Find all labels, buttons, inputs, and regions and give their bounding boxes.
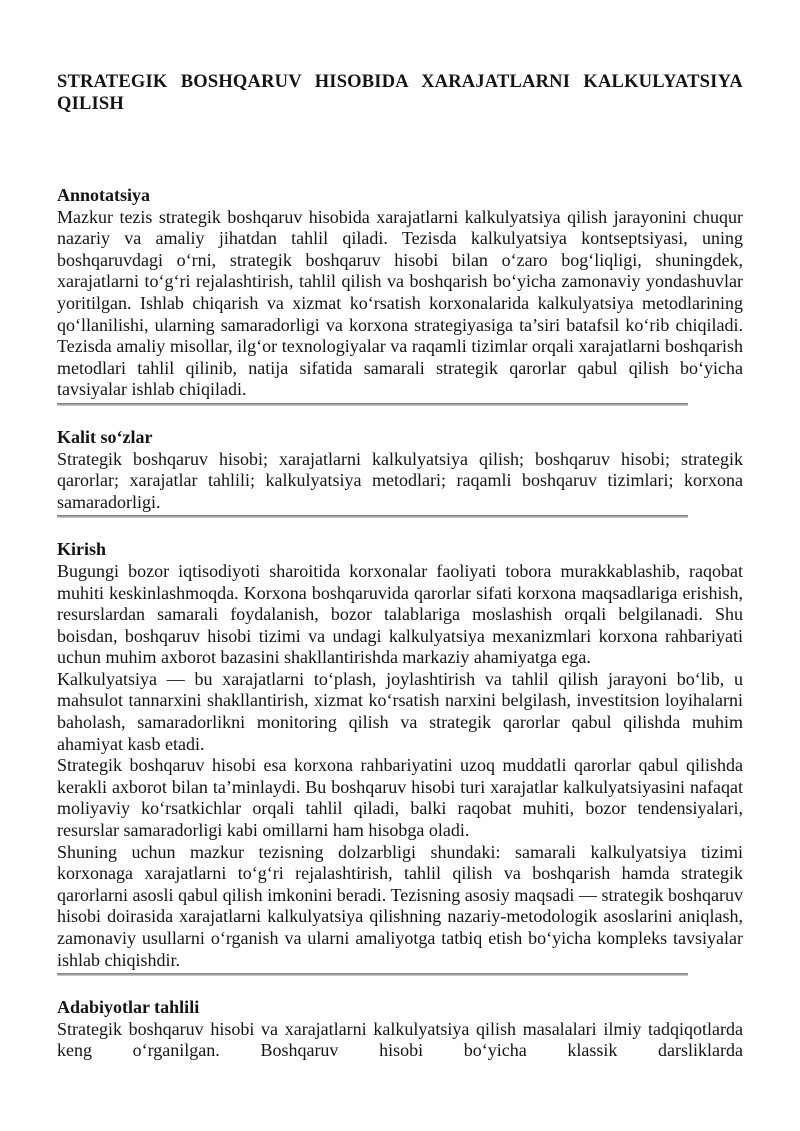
section-kalit-sozlar bbox=[57, 427, 743, 518]
section-heading-annotatsiya: Annotatsiya bbox=[57, 185, 151, 205]
section-divider bbox=[57, 403, 688, 406]
section-kirish bbox=[57, 539, 743, 976]
section-heading-kalit-sozlar: Kalit so‘zlar bbox=[57, 426, 153, 447]
section-heading-kirish: Kirish bbox=[57, 539, 107, 560]
paragraph-kalit-sozlar: Strategik boshqaruv hisobi; xarajatlarni kalkulyatsiya qilish; boshqaruv hisobi; strategik qarorlar; xarajatlar tahlili; kalkulyatsiya metodlari; raqamli boshqaruv tizimlari; korxona samaradorligi. bbox=[57, 448, 743, 512]
section-adabiyotlar-tahlili bbox=[57, 997, 743, 1062]
paragraph-kirish-2: Kalkulyatsiya — bu xarajatlarni to‘plash, joylashtirish va tahlil qilish jarayoni bo‘lib, u mahsulot tannarxini shakllantirish, xizmat ko‘rsatish narxini belgilash, investitsion loyihalarni baholash, samaradorlikni monitoring qilish va strategik qarorlar qabul qilishda muhim ahamiyat kasb etadi. bbox=[57, 668, 743, 754]
document-title: STRATEGIK BOSHQARUV HISOBIDA XARAJATLARNI KALKULYATSIYA QILISH bbox=[57, 72, 743, 114]
section-heading-adabiyotlar-tahlili: Adabiyotlar tahlili bbox=[57, 997, 200, 1018]
paragraph-kirish-3: Strategik boshqaruv hisobi esa korxona rahbariyatini uzoq muddatli qarorlar qabul qilishda kerakli axborot bilan ta’minlaydi. Bu boshqaruv hisobi turi xarajatlar kalkulyatsiyasini nafaqat moliyaviy ko‘rsatkichlar orqali tahlil qiladi, balki raqobat muhiti, bozor tendensiyalari, resurslar samaradorligi kabi omillarni ham hisobga oladi. bbox=[57, 755, 743, 841]
section-annotatsiya bbox=[57, 185, 743, 406]
section-divider bbox=[57, 515, 688, 518]
section-divider bbox=[57, 973, 688, 976]
paragraph-kirish-1: Bugungi bozor iqtisodiyoti sharoitida korxonalar faoliyati tobora murakkablashib, raqobat muhiti keskinlashmoqda. Korxona boshqaruvida qarorlar sifati korxona maqsadlariga erishish, resurslardan samarali foydalanish, bozor talablariga moslashish orqali belgilanadi. Shu boisdan, boshqaruv hisobi tizimi va undagi kalkulyatsiya mexanizmlari korxona rahbariyati uchun muhim axborot bazasini shakllantirishda markaziy ahamiyatga ega. bbox=[57, 560, 743, 668]
paragraph-annotatsiya: Mazkur tezis strategik boshqaruv hisobida xarajatlarni kalkulyatsiya qilish jarayonini chuqur nazariy va amaliy jihatdan tahlil qiladi. Tezisda kalkulyatsiya kontseptsiyasi, uning boshqaruvdagi o‘rni, strategik boshqaruv hisobi bilan o‘zaro bog‘liqligi, shuningdek, xarajatlarni to‘g‘ri rejalashtirish, tahlil qilish va boshqarish bo‘yicha zamonaviy yondashuvlar yoritilgan. Ishlab chiqarish va xizmat ko‘rsatish korxonalarida kalkulyatsiya metodlarining qo‘llanilishi, ularning samaradorligi va korxona strategiyasiga ta’siri batafsil ko‘rib chiqiladi. Tezisda amaliy misollar, ilg‘or texnologiyalar va raqamli tizimlar orqali xarajatlarni boshqarish metodlari tahlil qilinib, natija sifatida samarali strategik qarorlar qabul qilish bo‘yicha tavsiyalar ishlab chiqiladi. bbox=[57, 206, 743, 400]
paragraph-adabiyotlar-tahlili: Strategik boshqaruv hisobi va xarajatlarni kalkulyatsiya qilish masalalari ilmiy tadqiqotlarda keng o‘rganilgan. Boshqaruv hisobi bo‘yicha klassik darsliklarda bbox=[57, 1018, 743, 1061]
paragraph-kirish-4: Shuning uchun mazkur tezisning dolzarbligi shundaki: samarali kalkulyatsiya tizimi korxonaga xarajatlarni to‘g‘ri rejalashtirish, tahlil qilish va boshqarish hamda strategik qarorlarni asosli qabul qilish imkonini beradi. Tezisning asosiy maqsadi — strategik boshqaruv hisobi doirasida xarajatlarni kalkulyatsiya qilishning nazariy-metodologik asoslarini aniqlash, zamonaviy usullarni o‘rganish va ularni amaliyotga tatbiq etish bo‘yicha kompleks tavsiyalar ishlab chiqishdir. bbox=[57, 841, 743, 970]
